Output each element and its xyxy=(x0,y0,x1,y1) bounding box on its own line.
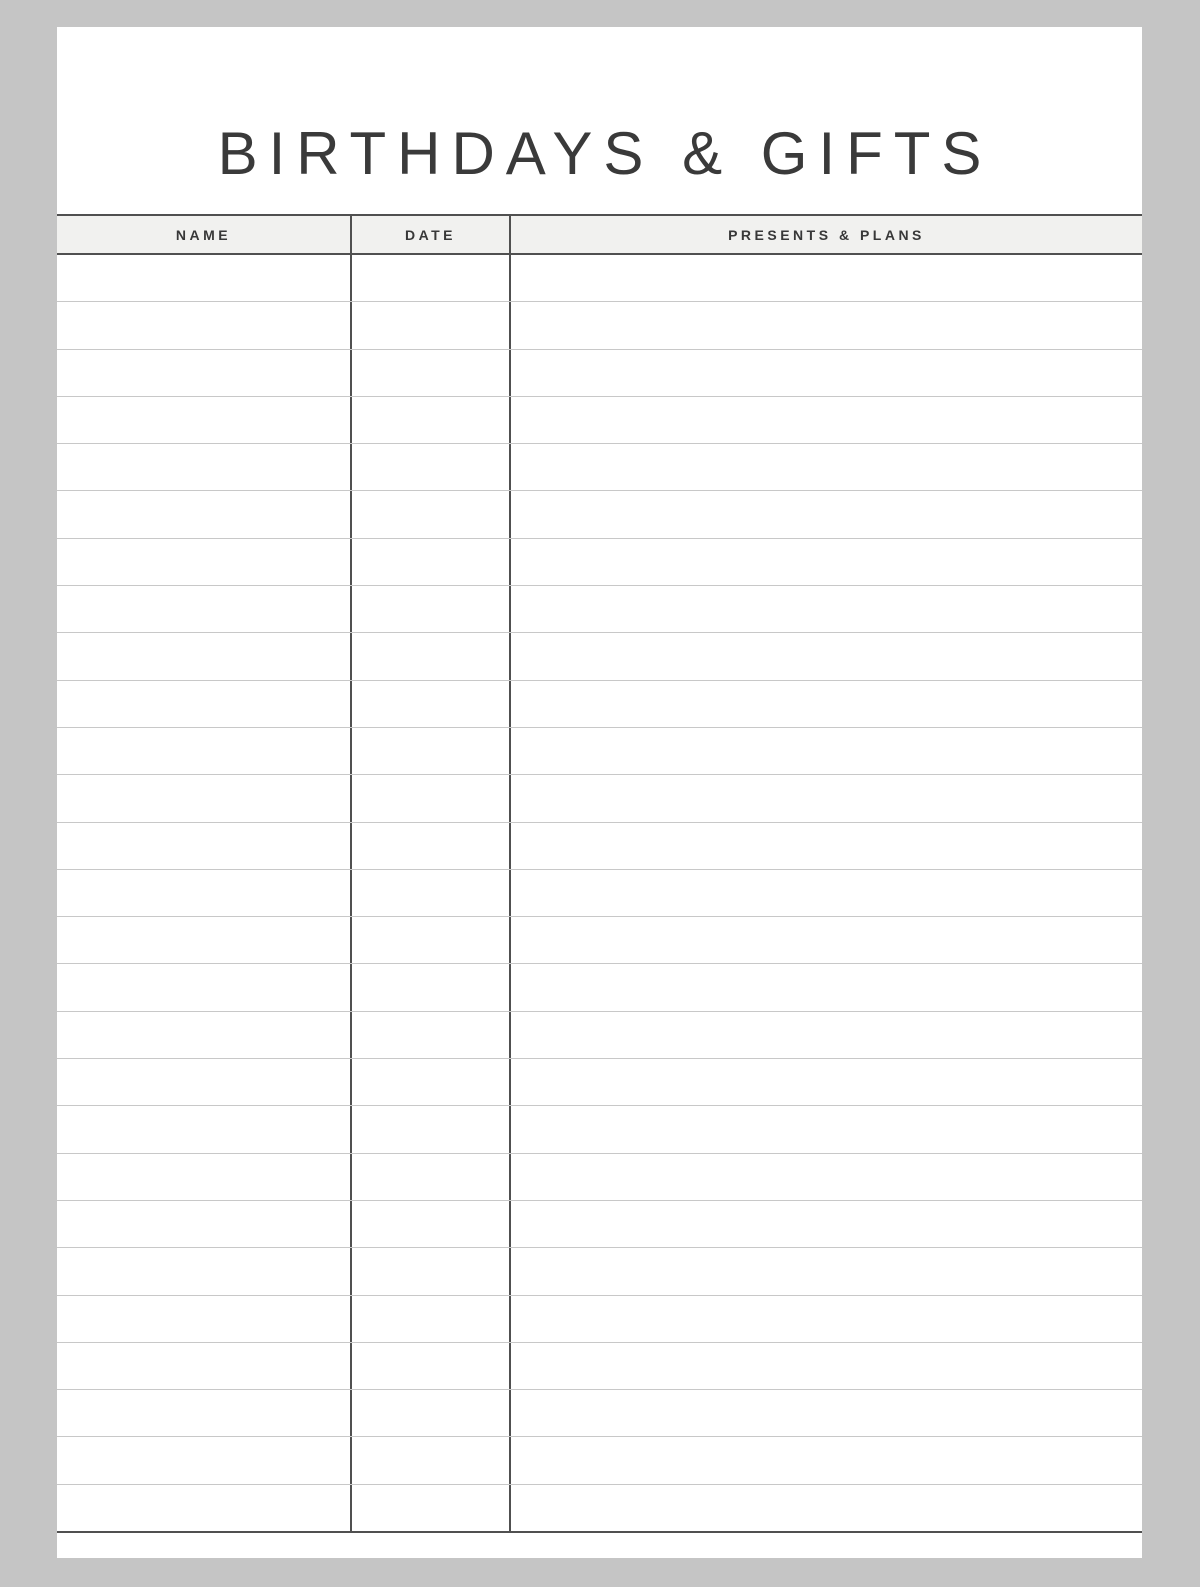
name-cell xyxy=(57,917,352,963)
date-cell xyxy=(352,1437,511,1483)
name-cell xyxy=(57,1343,352,1389)
presents-cell xyxy=(511,1106,1142,1152)
presents-cell xyxy=(511,1296,1142,1342)
presents-cell xyxy=(511,1437,1142,1483)
table-row xyxy=(57,1485,1142,1531)
presents-cell xyxy=(511,1343,1142,1389)
date-cell xyxy=(352,823,511,869)
presents-cell xyxy=(511,633,1142,679)
date-cell xyxy=(352,255,511,301)
presents-cell xyxy=(511,397,1142,443)
name-cell xyxy=(57,1059,352,1105)
date-cell xyxy=(352,1343,511,1389)
name-cell xyxy=(57,1201,352,1247)
name-cell xyxy=(57,539,352,585)
presents-cell xyxy=(511,1012,1142,1058)
table-row xyxy=(57,1059,1142,1106)
presents-cell xyxy=(511,964,1142,1010)
presents-cell xyxy=(511,1485,1142,1531)
presents-cell xyxy=(511,1154,1142,1200)
column-header-presents-plans: PRESENTS & PLANS xyxy=(728,226,925,243)
name-cell xyxy=(57,1485,352,1531)
date-cell xyxy=(352,397,511,443)
date-cell xyxy=(352,1012,511,1058)
name-cell xyxy=(57,255,352,301)
date-cell xyxy=(352,1296,511,1342)
date-cell xyxy=(352,917,511,963)
date-cell xyxy=(352,1106,511,1152)
name-cell xyxy=(57,1106,352,1152)
table-body xyxy=(57,255,1142,1533)
date-cell xyxy=(352,728,511,774)
table-row xyxy=(57,491,1142,538)
table-row xyxy=(57,397,1142,444)
planner-page xyxy=(57,27,1142,1558)
page-title: BIRTHDAYS & GIFTS xyxy=(217,120,993,187)
date-cell xyxy=(352,1248,511,1294)
name-cell xyxy=(57,397,352,443)
table-row xyxy=(57,1390,1142,1437)
date-cell xyxy=(352,870,511,916)
table-row xyxy=(57,1248,1142,1295)
table-row xyxy=(57,302,1142,349)
table-row xyxy=(57,870,1142,917)
table-row xyxy=(57,728,1142,775)
date-cell xyxy=(352,586,511,632)
table-row xyxy=(57,444,1142,491)
date-cell xyxy=(352,491,511,537)
date-cell xyxy=(352,681,511,727)
table-row xyxy=(57,586,1142,633)
table-row xyxy=(57,917,1142,964)
table-header-row xyxy=(57,214,1142,255)
column-header-date: DATE xyxy=(352,216,511,253)
name-cell xyxy=(57,1012,352,1058)
presents-cell xyxy=(511,917,1142,963)
table-row xyxy=(57,1437,1142,1484)
date-cell xyxy=(352,633,511,679)
table-row xyxy=(57,255,1142,302)
name-cell xyxy=(57,302,352,348)
name-cell xyxy=(57,1296,352,1342)
date-cell xyxy=(352,1201,511,1247)
date-cell xyxy=(352,1154,511,1200)
column-header-name: NAME xyxy=(57,216,352,253)
presents-cell xyxy=(511,255,1142,301)
name-cell xyxy=(57,823,352,869)
table-row xyxy=(57,823,1142,870)
presents-cell xyxy=(511,539,1142,585)
presents-cell xyxy=(511,775,1142,821)
presents-cell xyxy=(511,586,1142,632)
birthdays-gifts-table xyxy=(57,214,1142,1533)
name-cell xyxy=(57,1437,352,1483)
name-cell xyxy=(57,775,352,821)
table-row xyxy=(57,1106,1142,1153)
name-cell xyxy=(57,350,352,396)
date-cell xyxy=(352,1390,511,1436)
presents-cell xyxy=(511,1059,1142,1105)
table-row xyxy=(57,1012,1142,1059)
table-row xyxy=(57,350,1142,397)
date-cell xyxy=(352,539,511,585)
presents-cell xyxy=(511,823,1142,869)
name-cell xyxy=(57,633,352,679)
presents-cell xyxy=(511,491,1142,537)
date-cell xyxy=(352,1059,511,1105)
presents-cell xyxy=(511,302,1142,348)
presents-cell xyxy=(511,681,1142,727)
date-cell xyxy=(352,350,511,396)
table-row xyxy=(57,1154,1142,1201)
name-cell xyxy=(57,964,352,1010)
presents-cell xyxy=(511,870,1142,916)
presents-cell xyxy=(511,1390,1142,1436)
table-row xyxy=(57,964,1142,1011)
table-row xyxy=(57,681,1142,728)
name-cell xyxy=(57,870,352,916)
name-cell xyxy=(57,1154,352,1200)
date-cell xyxy=(352,775,511,821)
date-cell xyxy=(352,444,511,490)
name-cell xyxy=(57,491,352,537)
table-row xyxy=(57,539,1142,586)
presents-cell xyxy=(511,728,1142,774)
name-cell xyxy=(57,1248,352,1294)
name-cell xyxy=(57,1390,352,1436)
presents-cell xyxy=(511,350,1142,396)
name-cell xyxy=(57,586,352,632)
date-cell xyxy=(352,964,511,1010)
name-cell xyxy=(57,444,352,490)
name-cell xyxy=(57,728,352,774)
date-cell xyxy=(352,1485,511,1531)
table-row xyxy=(57,1343,1142,1390)
name-cell xyxy=(57,681,352,727)
table-row xyxy=(57,633,1142,680)
presents-cell xyxy=(511,1248,1142,1294)
presents-cell xyxy=(511,1201,1142,1247)
date-cell xyxy=(352,302,511,348)
table-row xyxy=(57,1296,1142,1343)
presents-cell xyxy=(511,444,1142,490)
table-row xyxy=(57,775,1142,822)
table-row xyxy=(57,1201,1142,1248)
